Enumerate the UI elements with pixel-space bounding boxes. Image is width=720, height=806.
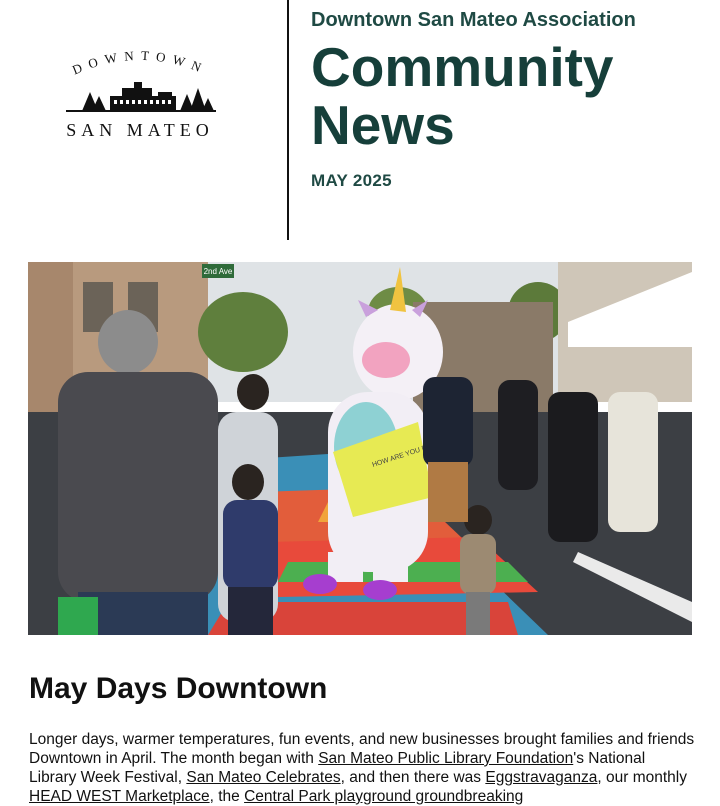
article-text-2: 's National Library Week Festival, <box>29 750 646 786</box>
organization-name: Downtown San Mateo Association <box>311 9 636 31</box>
logo-bottom-text: SAN MATEO <box>66 120 214 140</box>
svg-text:DOWNTOWN <box>70 48 210 78</box>
logo-graphic <box>30 30 250 160</box>
newsletter-title <box>311 38 614 154</box>
article-text-1: Longer days, warmer temperatures, fun events, and new businesses brought families and friends Downtown in April. The month began with <box>29 731 695 767</box>
downtown-san-mateo-logo[interactable] <box>30 30 250 160</box>
article-text-3: , and then there was <box>340 769 486 786</box>
hero-photo <box>28 262 692 635</box>
unicorn-sign-text: HOW ARE YOU <box>371 446 422 469</box>
link-head-west-marketplace[interactable]: HEAD WEST Marketplace <box>29 788 210 805</box>
link-eggstravaganza[interactable]: Eggstravaganza <box>485 769 598 786</box>
title-line-1: Community <box>311 36 614 98</box>
street-sign-text: 2nd Ave <box>203 267 233 276</box>
link-san-mateo-celebrates[interactable]: San Mateo Celebrates <box>186 769 341 786</box>
link-central-park-groundbreaking[interactable]: Central Park playground groundbreaking <box>244 788 524 805</box>
article-text-4: , our monthly <box>597 769 687 786</box>
title-line-2: News <box>311 94 455 156</box>
issue-date: MAY 2025 <box>311 171 392 190</box>
masthead <box>0 0 720 240</box>
logo-top-text: DOWNTOWN <box>70 47 210 78</box>
article-paragraph <box>29 730 695 806</box>
link-library-foundation[interactable]: San Mateo Public Library Foundation <box>318 750 574 767</box>
hero-photo-illustration <box>28 262 692 635</box>
article-heading: May Days Downtown <box>29 672 328 705</box>
article-text-5: , the <box>209 788 245 805</box>
header-divider <box>287 0 289 240</box>
